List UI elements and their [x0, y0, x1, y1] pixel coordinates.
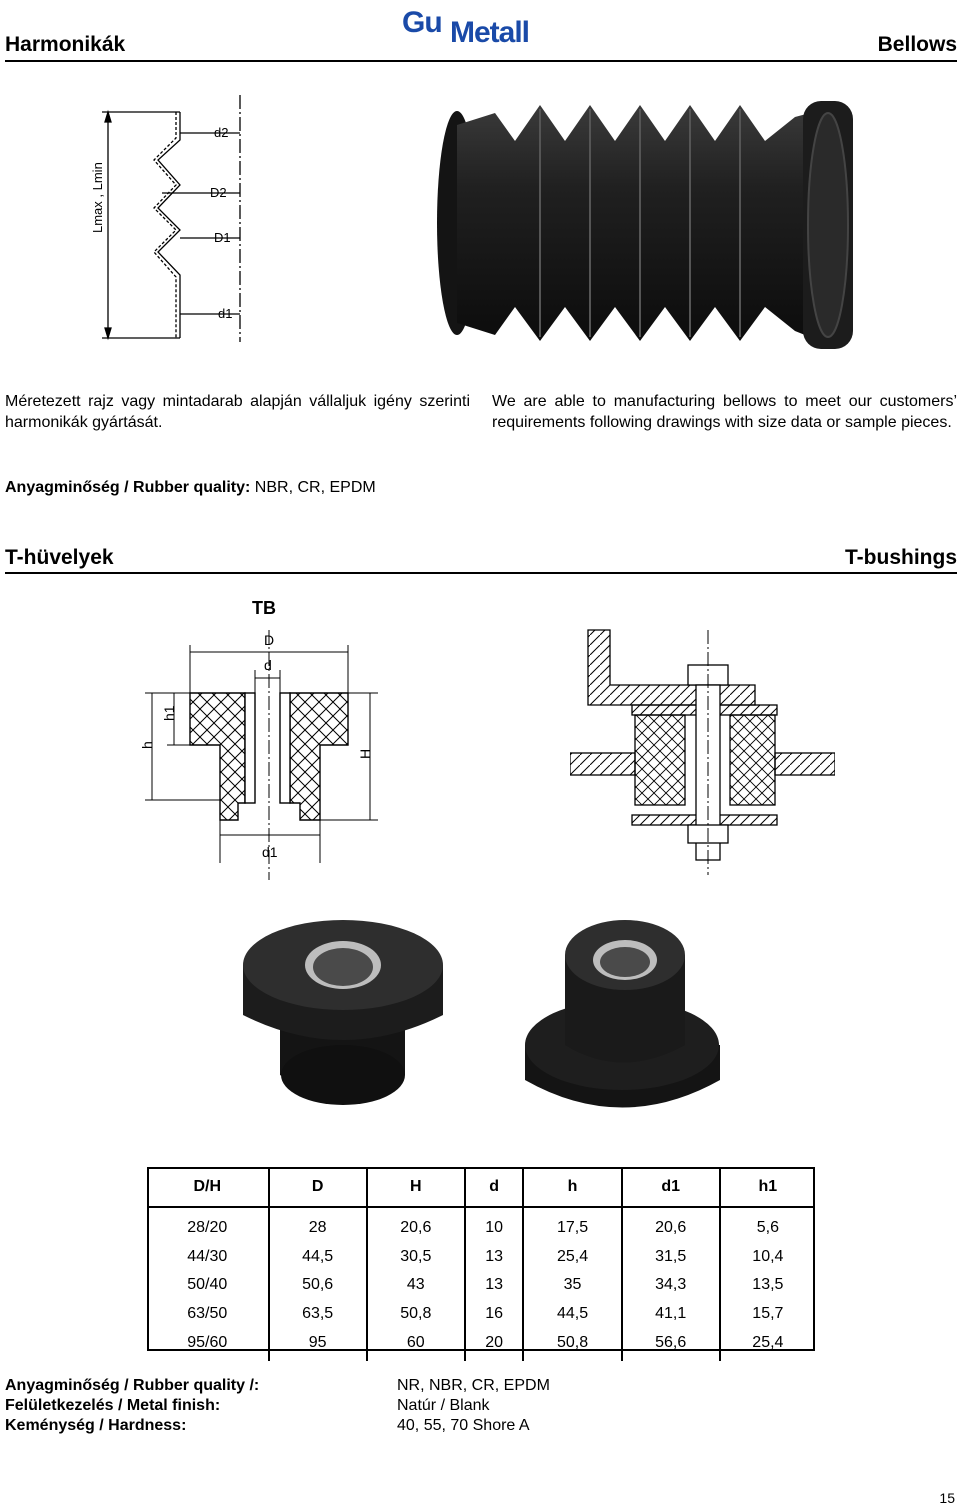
table-cell: 10,4 — [752, 1247, 784, 1265]
dimensions-table — [147, 1167, 815, 1361]
logo-text-gu: Gu — [402, 6, 442, 39]
header-rule — [5, 60, 957, 62]
table-cell: 13 — [465, 1243, 524, 1272]
bellows-drawing — [80, 90, 270, 345]
col-header: d1 — [622, 1167, 720, 1207]
dim-label-d1: d1 — [262, 844, 278, 860]
bellows-photo — [435, 95, 855, 355]
spec-value-quality: NR, NBR, CR, EPDM — [397, 1377, 550, 1394]
intro-hu: Méretezett rajz vagy mintadarab alapján vállaljuk igény szerinti harmonikák gyártását. — [5, 393, 470, 431]
table-row — [147, 1243, 815, 1272]
table-cell: 41,1 — [622, 1300, 720, 1329]
section-title-hu: T-hüvelyek — [5, 546, 114, 569]
col-header: h1 — [720, 1167, 815, 1207]
table-cell: 43 — [367, 1271, 465, 1300]
table-cell: 60 — [367, 1328, 465, 1361]
tbushing-drawing — [130, 625, 390, 885]
section-rule — [5, 572, 957, 574]
table-cell: 31,5 — [622, 1243, 720, 1272]
table-cell: 50/40 — [147, 1271, 269, 1300]
bellows-quality-label: Anyagminőség / Rubber quality: — [5, 479, 251, 496]
page-title-en: Bellows — [877, 33, 957, 56]
spec-label-finish: Felületkezelés / Metal finish: — [5, 1397, 221, 1414]
table-cell: 20,6 — [367, 1207, 465, 1243]
label-D1: D1 — [214, 230, 231, 245]
table-row — [147, 1271, 815, 1300]
table-cell: 56,6 — [622, 1328, 720, 1361]
table-cell: 63/50 — [147, 1300, 269, 1329]
length-label: Lmax , Lmin — [90, 162, 105, 233]
table-cell: 10 — [465, 1207, 524, 1243]
assembly-drawing — [570, 625, 835, 875]
bellows-quality-value: NBR, CR, EPDM — [250, 479, 376, 496]
spec-values — [397, 1376, 550, 1436]
table-cell: 35 — [523, 1271, 621, 1300]
col-header: h — [523, 1167, 621, 1207]
spec-labels — [5, 1376, 259, 1436]
table-cell: 95 — [269, 1328, 367, 1361]
table-cell: 20,6 — [622, 1207, 720, 1243]
table-cell: 25,4 — [752, 1333, 784, 1351]
table-cell: 13 — [465, 1271, 524, 1300]
table-row — [147, 1328, 815, 1361]
table-cell: 28/20 — [147, 1207, 269, 1243]
tbushing-photo-1 — [235, 905, 450, 1120]
label-D2: D2 — [210, 185, 227, 200]
table-cell: 20 — [465, 1328, 524, 1361]
table-cell: 34,3 — [622, 1271, 720, 1300]
drawing-title: TB — [252, 598, 276, 618]
bellows-quality — [5, 479, 376, 497]
logo-text-metall: Metall — [450, 16, 530, 49]
dim-label-h1: h1 — [161, 705, 177, 721]
intro-en: We are able to manufacturing bellows to meet our customers’ requirements following drawings with size data or sample pieces. — [492, 393, 957, 431]
col-header: d — [465, 1167, 524, 1207]
table-cell: 25,4 — [523, 1243, 621, 1272]
table-header-row — [147, 1167, 815, 1207]
spec-value-hardness: 40, 55, 70 Shore A — [397, 1417, 530, 1434]
dim-label-d: d — [264, 657, 272, 673]
table-cell: 30,5 — [367, 1243, 465, 1272]
table-row — [147, 1300, 815, 1329]
dim-label-H: H — [357, 748, 373, 759]
table-cell: 50,8 — [367, 1300, 465, 1329]
company-logo — [402, 6, 562, 50]
table-cell: 28 — [269, 1207, 367, 1243]
table-cell: 44/30 — [147, 1243, 269, 1272]
table-cell: 15,7 — [752, 1305, 784, 1323]
col-header: H — [367, 1167, 465, 1207]
label-d1: d1 — [218, 306, 233, 321]
col-header: D — [269, 1167, 367, 1207]
table-cell: 63,5 — [269, 1300, 367, 1329]
label-d2: d2 — [214, 125, 229, 140]
table-cell: 44,5 — [269, 1243, 367, 1272]
table-row — [147, 1207, 815, 1243]
spec-value-finish: Natúr / Blank — [397, 1397, 490, 1414]
table-cell: 95/60 — [147, 1328, 269, 1361]
table-cell: 44,5 — [523, 1300, 621, 1329]
table-cell: 50,8 — [523, 1328, 621, 1361]
page-title-hu: Harmonikák — [5, 33, 126, 56]
dim-label-h: h — [139, 741, 155, 749]
col-header: D/H — [147, 1167, 269, 1207]
page-number: 15 — [939, 1490, 955, 1506]
table-cell: 13,5 — [752, 1276, 784, 1294]
dim-label-D: D — [264, 632, 275, 648]
table-cell: 17,5 — [523, 1207, 621, 1243]
spec-label-quality: Anyagminőség / Rubber quality /: — [5, 1377, 260, 1394]
spec-label-hardness: Keménység / Hardness: — [5, 1417, 187, 1434]
table-cell: 16 — [465, 1300, 524, 1329]
table-cell: 50,6 — [269, 1271, 367, 1300]
tbushing-photo-2 — [520, 905, 725, 1125]
section-title-en: T-bushings — [845, 546, 957, 569]
table-cell: 5,6 — [756, 1219, 779, 1237]
